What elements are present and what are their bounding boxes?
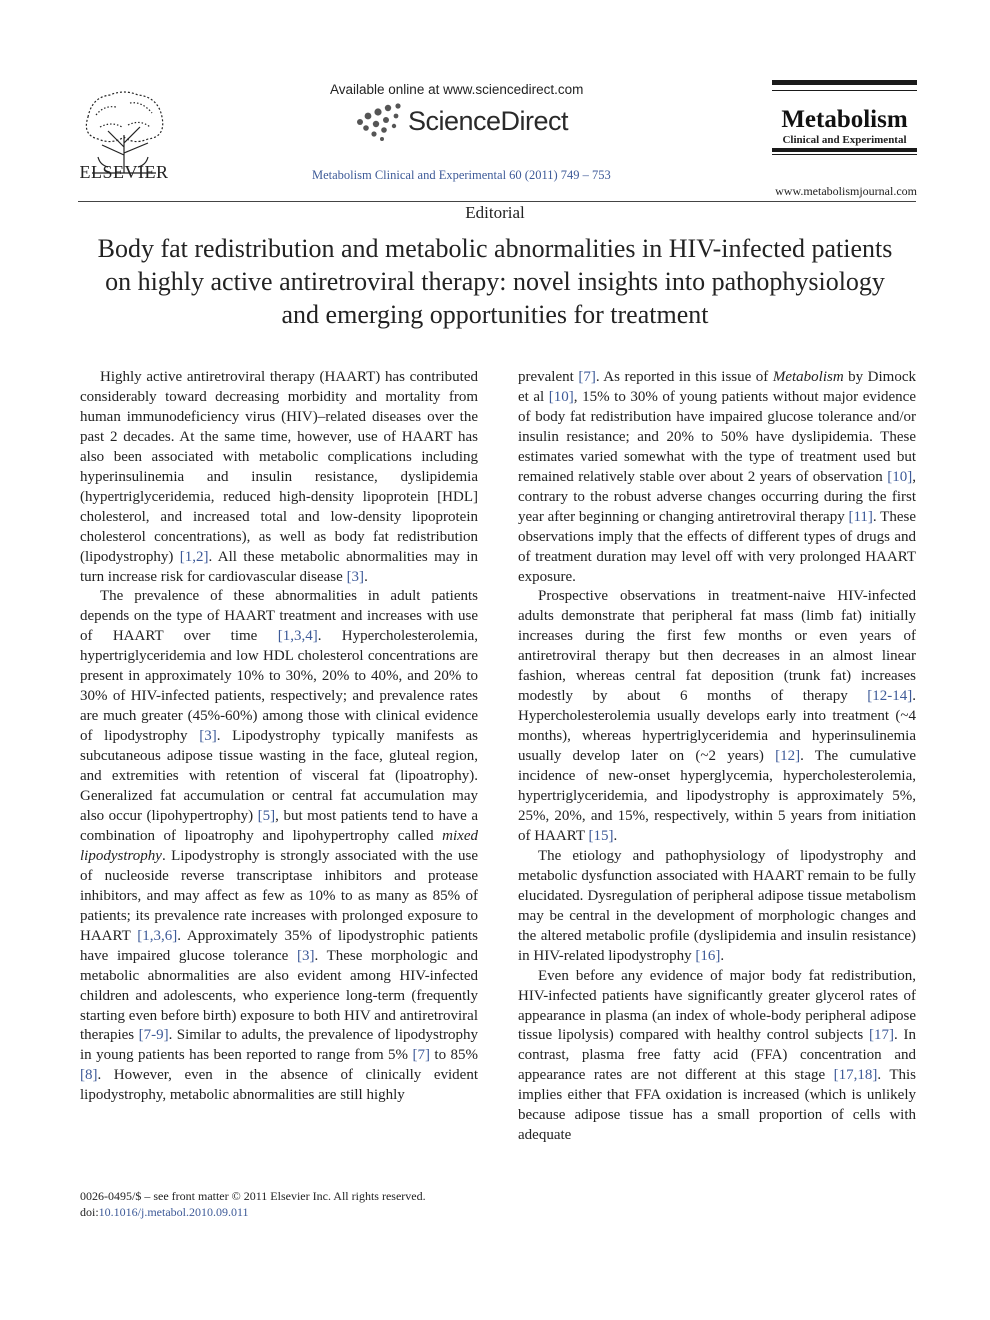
text-run: . Approximately 35% of lipodystrophic patients have impaired glucose tolerance — [80, 927, 479, 964]
reference-link[interactable]: [10] — [548, 388, 574, 405]
text-run: . Similar to adults, the prevalence of lipodystrophy in young patients has been reported to range from 5% — [80, 1027, 478, 1064]
reference-link[interactable]: [10] — [887, 468, 913, 485]
reference-link[interactable]: [1,3,6] — [137, 927, 178, 944]
doi-link[interactable]: 10.1016/j.metabol.2010.09.011 — [98, 1205, 249, 1219]
text-run: The etiology and pathophysiology of lipodystrophy and metabolic dysfunction associated with HAART remain to be fully elucidated. Dysregulation of peripheral adipose tissue metabolism may be central in the development of morphologic changes and the altered metabolic profile (dyslipidemia and insulin resistance) in HIV-related lipodystrophy — [518, 847, 916, 964]
doi-line — [80, 1204, 426, 1220]
article-title: Body fat redistribution and metabolic abnormalities in HIV-infected patients on highly active antiretroviral therapy: novel insights into pathophysiology and emerging opportunities for treatment — [97, 234, 893, 329]
text-run: . All these metabolic abnormalities may in turn increase risk for cardiovascular disease — [80, 548, 478, 585]
journal-subtitle: Clinical and Experimental — [782, 134, 907, 146]
doi-prefix: doi: — [80, 1205, 99, 1219]
text-run: , 15% to 30% of young patients without major evidence of body fat redistribution have impaired glucose tolerance and/or insulin resistance; and 20% to 50% have dyslipidemia. These estimates varied somewhat with the type of treatment used but remained relatively stable over about 2 years of observation — [518, 388, 916, 485]
sciencedirect-logo — [352, 100, 568, 142]
available-online-text: Available online at www.sciencedirect.com — [330, 82, 584, 97]
text-run: . These morphologic and metabolic abnormalities are also evident among HIV-infected children and adolescents, who experience long-term (frequently starting even before birth) exposure to both HIV and antiretroviral therapies — [80, 947, 478, 1044]
reference-link[interactable]: [7-9] — [138, 1027, 169, 1044]
text-run: The prevalence of these abnormalities in adult patients depends on the type of HAART treatment and increases with use of HAART over time — [80, 588, 478, 645]
italic-term: mixed lipodystrophy — [80, 827, 478, 864]
text-run: . In contrast, plasma free fatty acid (FFA) concentration and appearance rates are not different at this stage — [518, 1027, 916, 1084]
text-run: prevalent — [518, 369, 579, 385]
text-run: . Lipodystrophy typically manifests as subcutaneous adipose tissue wasting in the face, gluteal region, and extremities with retention of visceral fat (lipoatrophy). Generalized fat accumulation or central fat accumulation may also occur (lipohypertrophy) — [80, 728, 478, 824]
journal-name: Metabolism — [781, 106, 908, 133]
journal-rule — [772, 154, 917, 155]
left-column — [80, 368, 478, 1106]
sciencedirect-dots-icon — [352, 100, 404, 142]
journal-citation[interactable]: Metabolism Clinical and Experimental 60 (2011) 749 – 753 — [312, 168, 611, 182]
reference-link[interactable]: [16] — [695, 947, 721, 964]
text-run: . Hypercholesterolemia, hypertriglyceridemia and low HDL cholesterol concentrations are present in approximately 10% to 30%, 20% to 40%, and 20% to 30% of HIV-infected patients, respectively; and prevalence rates are much greater (45%-60%) among those with clinical evidence of lipodystrophy — [80, 628, 478, 745]
reference-link[interactable]: [15] — [588, 827, 614, 844]
text-run: by Dimock et al — [518, 369, 917, 405]
reference-link[interactable]: [17] — [869, 1027, 894, 1044]
paragraph — [518, 967, 916, 1147]
journal-rule — [772, 90, 917, 91]
paragraph — [518, 587, 916, 846]
paragraph — [518, 368, 916, 587]
paragraph — [80, 587, 478, 1106]
publisher-name: ELSEVIER — [79, 162, 169, 182]
italic-term: Metabolism — [772, 369, 844, 385]
right-column — [518, 368, 916, 1146]
text-run: to 85% — [429, 1047, 478, 1064]
text-run: . This implies either that FFA oxidation is increased (which is unlikely because adipose tissue has a small proportion of cells with adequate — [518, 1067, 917, 1144]
article-section: Editorial — [465, 203, 525, 222]
journal-rule — [772, 148, 917, 152]
text-run: . However, even in the absence of clinically evident lipodystrophy, metabolic abnormalities are still highly — [80, 1067, 478, 1104]
reference-link[interactable]: [3] — [346, 568, 365, 585]
reference-link[interactable]: [5] — [257, 807, 276, 824]
reference-link[interactable]: [1,3,4] — [277, 628, 318, 645]
reference-link[interactable]: [11] — [848, 508, 873, 525]
reference-link[interactable]: [3] — [199, 728, 217, 745]
text-run: . Lipodystrophy is strongly associated with the use of nucleoside reverse transcriptase inhibitors and protease inhibitors, and may affect as few as 10% to as many as 85% of patients; its prevalence rate increases with prolonged exposure to HAART — [80, 847, 478, 944]
text-run: . — [364, 568, 368, 585]
sciencedirect-wordmark: ScienceDirect — [408, 105, 569, 136]
reference-link[interactable]: [17,18] — [833, 1067, 878, 1084]
text-run: Even before any evidence of major body fat redistribution, HIV-infected patients have significantly greater glycerol rates of appearance in plasma (an index of whole-body peripheral adipose tissue lipolysis) compared with healthy control subjects — [518, 967, 916, 1044]
text-run: Highly active antiretroviral therapy (HAART) has contributed considerably toward decreasing morbidity and mortality from human immunodeficiency virus (HIV)–related diseases over the past 2 decades. At the same time, however, use of HAART has also been associated with metabolic complications including hyperinsulinemia and insulin resistance, dyslipidemia (hypertriglyceridemia, reduced high-density lipoprotein [HDL] cholesterol, and increased total and low-density lipoprotein cholesterol concentrations), as well as body fat redistribution (lipodystrophy) — [80, 369, 478, 565]
text-run: . — [720, 947, 725, 964]
journal-url[interactable]: www.metabolismjournal.com — [775, 184, 917, 198]
text-run: Prospective observations in treatment-naive HIV-infected adults demonstrate that peripheral fat mass (limb fat) initially increases during the first few months or even years of antiretroviral therapy but then decreases in an almost linear fashion, whereas central fat deposition (trunk fat) increases modestly by about 6 months of therapy — [518, 588, 916, 705]
text-run: . Hypercholesterolemia usually develops early into treatment (~4 months), whereas hypertriglyceridemia and hyperinsulinemia usually develop later on (~2 years) — [518, 688, 916, 765]
reference-link[interactable]: [8] — [80, 1067, 98, 1084]
text-run: . These observations imply that the effects of different types of drugs and of treatment duration may level off with very prolonged HAART exposure. — [518, 508, 916, 585]
reference-link[interactable]: [12-14] — [867, 688, 913, 705]
text-run: . — [613, 827, 618, 844]
copyright-line: 0026-0495/$ – see front matter © 2011 Elsevier Inc. All rights reserved. — [80, 1189, 426, 1203]
reference-link[interactable]: [3] — [296, 947, 315, 964]
text-run: , contrary to the robust adverse changes occurring during the first year after beginning or changing antiretroviral therapy — [518, 468, 916, 525]
paragraph — [518, 847, 916, 967]
reference-link[interactable]: [7] — [578, 369, 596, 385]
text-run: , but most patients tend to have a combination of lipoatrophy and lipohypertrophy called — [80, 807, 478, 844]
header-divider — [78, 201, 916, 202]
text-run: . The cumulative incidence of new-onset hyperglycemia, hypercholesterolemia, hypertriglyceridemia, and lipodystrophy is approximately 5%, 25%, 20%, and 15%, respectively, within 5 years from initiation of HAART — [518, 748, 916, 844]
reference-link[interactable]: [7] — [412, 1047, 430, 1064]
reference-link[interactable]: [12] — [775, 748, 801, 765]
reference-link[interactable]: [1,2] — [179, 548, 209, 565]
journal-rule — [772, 80, 917, 85]
text-run: . As reported in this issue of — [595, 369, 773, 385]
paragraph — [80, 368, 478, 587]
footer — [80, 1188, 426, 1220]
